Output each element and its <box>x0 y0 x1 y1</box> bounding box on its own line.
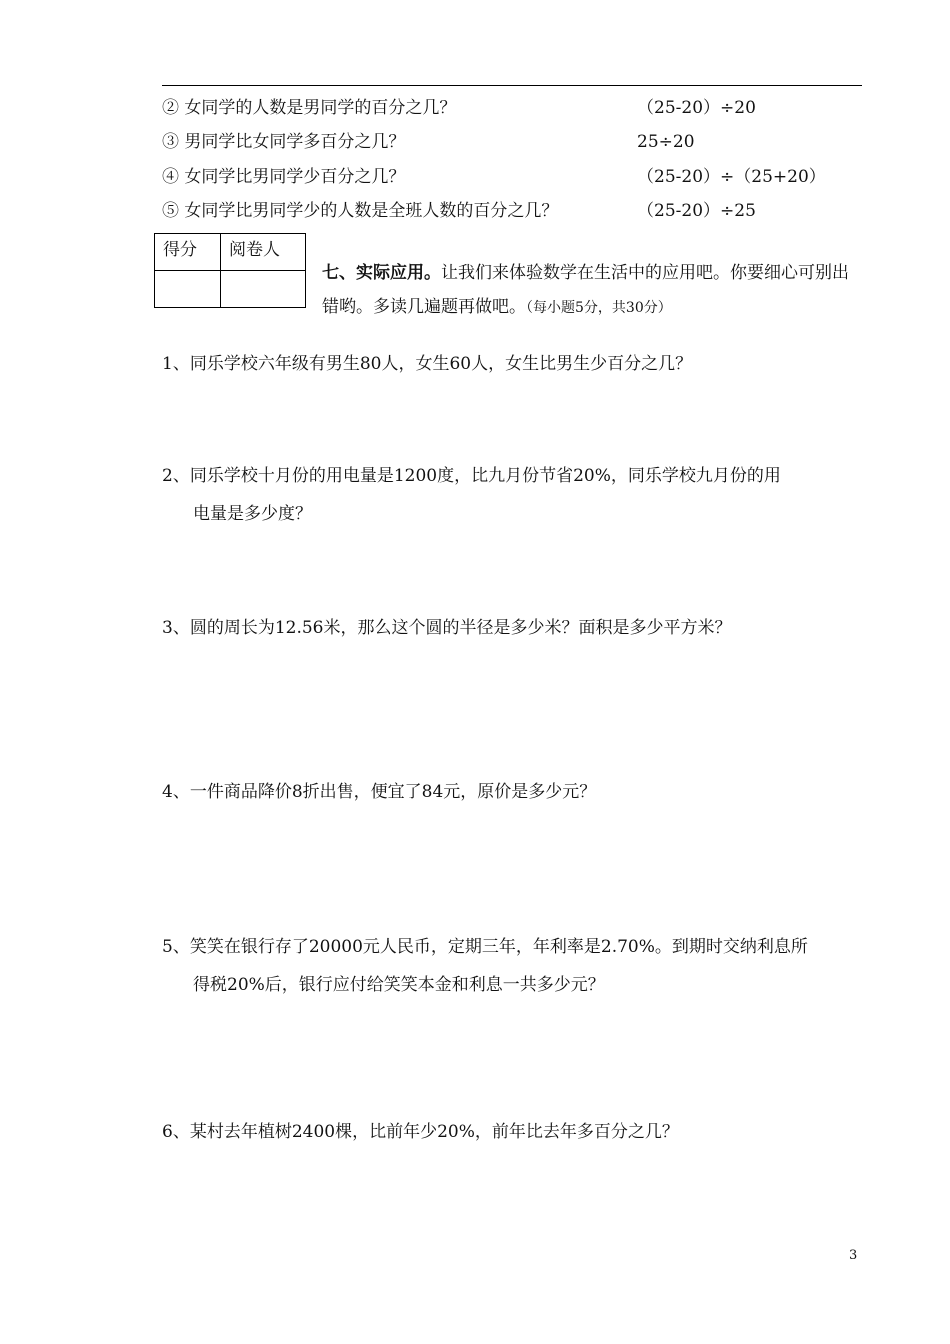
section-note: （每小题5分，共30分） <box>526 300 672 316</box>
matching-question: ② 女同学的人数是男同学的百分之几？ <box>162 98 457 118</box>
grader-header: 阅卷人 <box>221 234 306 271</box>
problem-6 <box>162 1113 862 1151</box>
problem-3 <box>162 609 862 647</box>
matching-question: ③ 男同学比女同学多百分之几？ <box>162 132 406 152</box>
matching-question: ⑤ 女同学比男同学少的人数是全班人数的百分之几？ <box>162 201 559 221</box>
matching-row <box>162 95 862 121</box>
matching-formula: （25-20）÷（25+20） <box>637 167 826 187</box>
problem-text: 5、笑笑在银行存了20000元人民币，定期三年，年利率是2.70%。到期时交纳利息所 <box>162 937 808 957</box>
problem-2 <box>162 457 862 533</box>
score-box <box>154 233 306 308</box>
grader-cell[interactable] <box>221 271 306 308</box>
score-header: 得分 <box>155 234 221 271</box>
matching-formula: 25÷20 <box>637 132 695 152</box>
matching-formula: （25-20）÷25 <box>637 201 756 221</box>
problem-text: 2、同乐学校十月份的用电量是1200度，比九月份节省20%，同乐学校九月份的用 <box>162 466 781 486</box>
problem-text: 6、某村去年植树2400棵，比前年少20%，前年比去年多百分之几？ <box>162 1122 679 1142</box>
matching-row <box>162 198 862 224</box>
problem-text: 4、一件商品降价8折出售，便宜了84元，原价是多少元？ <box>162 782 597 802</box>
score-cell[interactable] <box>155 271 221 308</box>
problem-text: 3、圆的周长为12.56米，那么这个圆的半径是多少米？面积是多少平方米？ <box>162 618 732 638</box>
problem-text: 1、同乐学校六年级有男生80人，女生60人，女生比男生少百分之几？ <box>162 354 693 374</box>
header-rule <box>162 85 862 86</box>
matching-row <box>162 164 862 190</box>
page-number: 3 <box>849 1248 858 1263</box>
problem-text-continued: 电量是多少度？ <box>193 504 312 524</box>
section-text: 让我们来体验数学在生活中的应用吧。你要细心可别出错哟。多读几遍题再做吧。 <box>322 263 849 317</box>
section-title: 七、实际应用。 <box>322 263 441 283</box>
section-heading <box>322 256 862 325</box>
matching-question: ④ 女同学比男同学少百分之几？ <box>162 167 406 187</box>
matching-row <box>162 129 862 155</box>
problem-4 <box>162 773 862 811</box>
problem-text-continued: 得税20%后，银行应付给笑笑本金和利息一共多少元？ <box>193 975 605 995</box>
matching-formula: （25-20）÷20 <box>637 98 756 118</box>
problem-1 <box>162 345 862 383</box>
problem-5 <box>162 928 862 1004</box>
